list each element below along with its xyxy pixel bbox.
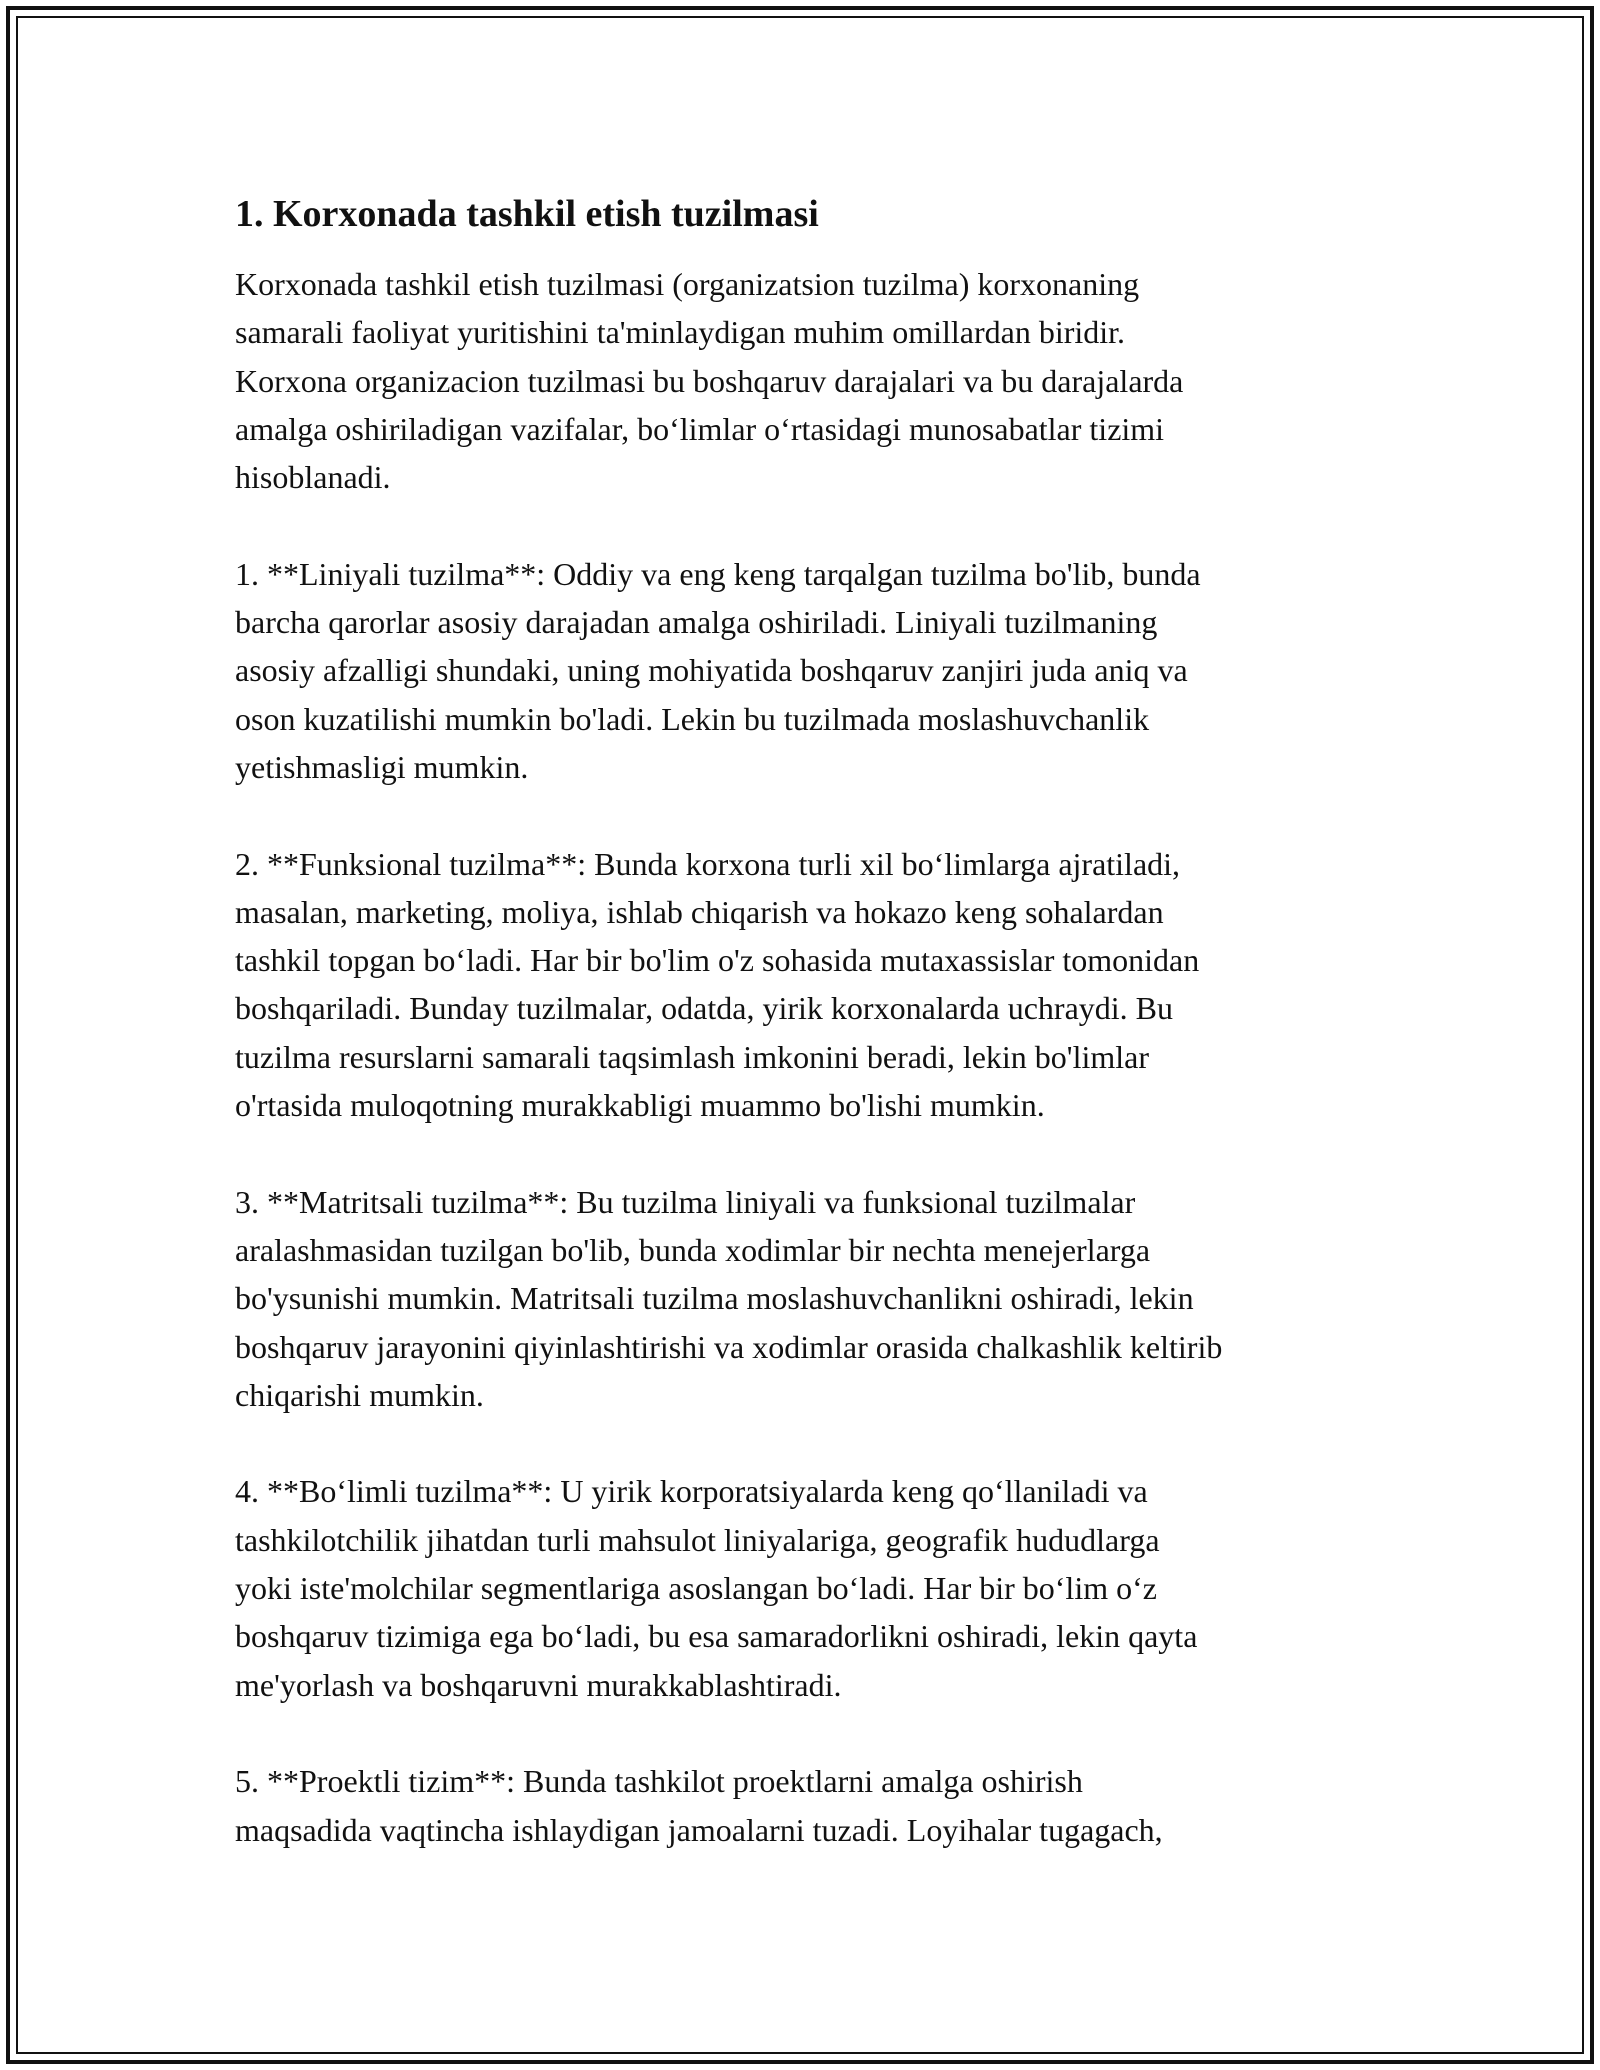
paragraph-list [235, 260, 1375, 1854]
paragraph-line: Korxona organizacion tuzilmasi bu boshqaruv darajalari va bu darajalarda [235, 362, 1184, 399]
paragraph-line: o'rtasida muloqotning murakkabligi muammo bo'lishi mumkin. [235, 1087, 1045, 1124]
paragraph [235, 840, 1375, 1130]
paragraph-line: Korxonada tashkil etish tuzilmasi (organizatsion tuzilma) korxonaning [235, 266, 1140, 302]
paragraph-line: bo'ysunishi mumkin. Matritsali tuzilma moslashuvchanlikni oshiradi, lekin [235, 1280, 1194, 1317]
paragraph-line: masalan, marketing, moliya, ishlab chiqarish va hokazo keng sohalardan [235, 893, 1164, 930]
paragraph [235, 260, 1375, 501]
paragraph-line: chiqarishi mumkin. [235, 1376, 484, 1413]
paragraph-line: hisoblanadi. [235, 459, 391, 496]
paragraph-line: tuzilma resurslarni samarali taqsimlash imkonini beradi, lekin bo'limlar [235, 1038, 1149, 1075]
paragraph-line: aralashmasidan tuzilgan bo'lib, bunda xodimlar bir nechta menejerlarga [235, 1231, 1151, 1268]
paragraph [235, 550, 1375, 791]
paragraph-line: barcha qarorlar asosiy darajadan amalga oshiriladi. Liniyali tuzilmaning [235, 604, 1158, 641]
paragraph-line: oson kuzatilishi mumkin bo'ladi. Lekin bu tuzilmada moslashuvchanlik [235, 700, 1150, 737]
paragraph-line: boshqaruv tizimiga ega bo‘ladi, bu esa samaradorlikni oshiradi, lekin qayta [235, 1618, 1198, 1655]
document-body [235, 190, 1375, 1902]
paragraph-line: 1. **Liniyali tuzilma**: Oddiy va eng keng tarqalgan tuzilma bo'lib, bunda [235, 555, 1201, 592]
paragraph-line: yoki iste'molchilar segmentlariga asoslangan bo‘ladi. Har bir bo‘lim o‘z [235, 1570, 1157, 1607]
paragraph-line: me'yorlash va boshqaruvni murakkablashtiradi. [235, 1666, 842, 1703]
paragraph-line: amalga oshiriladigan vazifalar, bo‘limlar o‘rtasidagi munosabatlar tizimi [235, 410, 1165, 447]
paragraph-line: tashkilotchilik jihatdan turli mahsulot liniyalariga, geografik hududlarga [235, 1521, 1160, 1558]
paragraph-line: asosiy afzalligi shundaki, uning mohiyatida boshqaruv zanjiri juda aniq va [235, 652, 1188, 689]
paragraph-line: 4. **Bo‘limli tuzilma**: U yirik korporatsiyalarda keng qo‘llaniladi va [235, 1473, 1148, 1510]
paragraph-line: maqsadida vaqtincha ishlaydigan jamoalarni tuzadi. Loyihalar tugagach, [235, 1811, 1163, 1848]
paragraph-line: 2. **Funksional tuzilma**: Bunda korxona turli xil bo‘limlarga ajratiladi, [235, 845, 1181, 882]
paragraph-line: samarali faoliyat yuritishini ta'minlaydigan muhim omillardan biridir. [235, 314, 1126, 351]
paragraph-line: boshqaruv jarayonini qiyinlashtirishi va xodimlar orasida chalkashlik keltirib [235, 1328, 1223, 1365]
paragraph-line: tashkil topgan bo‘ladi. Har bir bo'lim o'z sohasida mutaxassislar tomonidan [235, 942, 1200, 979]
paragraph-line: 5. **Proektli tizim**: Bunda tashkilot proektlarni amalga oshirish [235, 1763, 1083, 1800]
document-title: 1. Korxonada tashkil etish tuzilmasi [235, 193, 819, 235]
paragraph-line: yetishmasligi mumkin. [235, 748, 529, 785]
paragraph-line: boshqariladi. Bunday tuzilmalar, odatda, yirik korxonalarda uchraydi. Bu [235, 990, 1174, 1027]
paragraph [235, 1757, 1375, 1854]
paragraph [235, 1178, 1375, 1419]
paragraph [235, 1467, 1375, 1708]
paragraph-line: 3. **Matritsali tuzilma**: Bu tuzilma liniyali va funksional tuzilmalar [235, 1183, 1136, 1220]
